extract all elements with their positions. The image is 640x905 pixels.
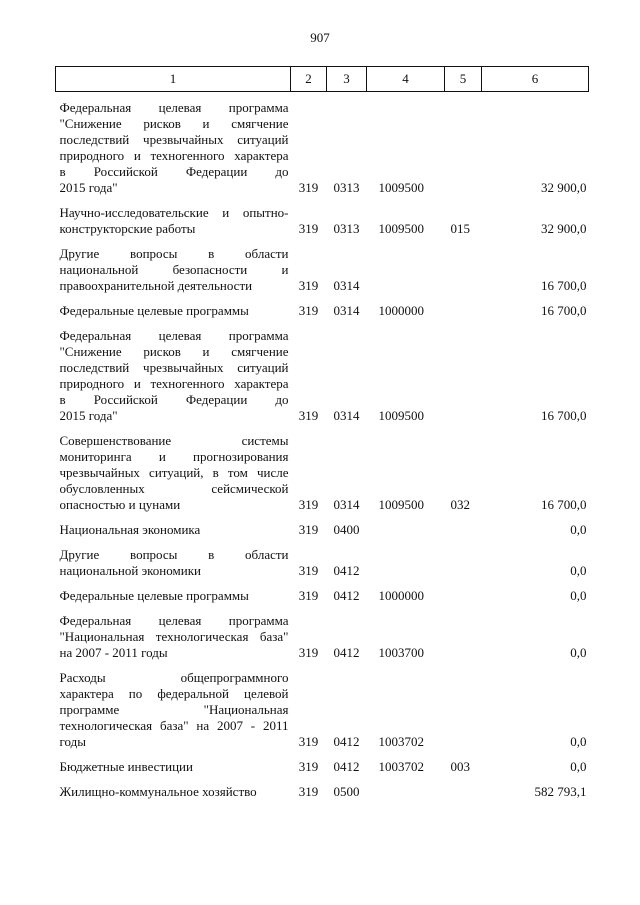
row-col-2: 319	[298, 645, 319, 660]
description-line: национальной безопасности и	[59, 262, 289, 277]
row-col-6: 16 700,0	[541, 278, 587, 293]
row-col-4: 1009500	[378, 497, 424, 512]
row-col-5	[445, 775, 482, 800]
table-row	[56, 579, 589, 604]
row-col-6: 0,0	[570, 563, 587, 578]
description-line: 2015 года"	[59, 180, 118, 195]
description-line: годы	[59, 734, 86, 749]
description-line: Другие вопросы в области	[59, 547, 289, 562]
header-col-5: 5	[445, 67, 482, 92]
description-line: последствий чрезвычайных ситуаций	[59, 132, 289, 147]
row-col-3: 0400	[333, 522, 360, 537]
row-col-2: 319	[298, 588, 319, 603]
row-description	[56, 661, 291, 750]
description-line: в Российской Федерации до	[59, 164, 289, 179]
row-col-6: 0,0	[570, 759, 587, 774]
row-col-2: 319	[298, 303, 319, 318]
row-description	[56, 424, 291, 513]
row-col-2: 319	[298, 759, 319, 774]
row-col-5	[445, 237, 482, 294]
description-line: характера по федеральной целевой	[59, 686, 289, 701]
row-col-3: 0314	[333, 497, 360, 512]
table-header	[56, 67, 589, 92]
header-col-2: 2	[291, 67, 327, 92]
row-description	[56, 294, 291, 319]
row-col-4	[367, 538, 445, 579]
row-col-2: 319	[298, 408, 319, 423]
description-line: Федеральная целевая программа	[59, 613, 289, 628]
row-col-4: 1003702	[378, 734, 424, 749]
description-line: Федеральные целевые программы	[59, 588, 249, 603]
row-col-3: 0412	[333, 588, 360, 603]
description-line: Федеральные целевые программы	[59, 303, 249, 318]
row-description	[56, 538, 291, 579]
row-col-2: 319	[298, 180, 319, 195]
row-col-6: 0,0	[570, 645, 587, 660]
row-description	[56, 513, 291, 538]
row-col-3: 0314	[333, 303, 360, 318]
row-col-3: 0314	[333, 278, 360, 293]
row-col-3: 0412	[333, 759, 360, 774]
row-col-4: 1009500	[378, 408, 424, 423]
row-col-6: 0,0	[570, 734, 587, 749]
row-col-3: 0412	[333, 645, 360, 660]
row-col-3: 0313	[333, 221, 360, 236]
row-description	[56, 750, 291, 775]
description-line: программе "Национальная	[59, 702, 289, 717]
row-col-5	[445, 92, 482, 197]
row-col-6: 16 700,0	[541, 497, 587, 512]
description-line: конструкторские работы	[59, 221, 196, 236]
row-col-6: 0,0	[570, 522, 587, 537]
description-line: обусловленных сейсмической	[59, 481, 289, 496]
description-line: 2015 года"	[59, 408, 118, 423]
header-col-1: 1	[56, 67, 291, 92]
description-line: "Снижение рисков и смягчение	[59, 344, 289, 359]
row-col-5: 032	[450, 497, 470, 512]
row-col-4	[367, 775, 445, 800]
description-line: Другие вопросы в области	[59, 246, 289, 261]
header-col-3: 3	[327, 67, 367, 92]
description-line: Национальная экономика	[59, 522, 201, 537]
description-line: Бюджетные инвестиции	[59, 759, 193, 774]
description-line: мониторинга и прогнозирования	[59, 449, 289, 464]
row-col-5	[445, 513, 482, 538]
description-line: национальной экономики	[59, 563, 201, 578]
table-row	[56, 319, 589, 424]
row-description	[56, 319, 291, 424]
row-col-2: 319	[298, 522, 319, 537]
description-line: Федеральная целевая программа	[59, 100, 289, 115]
row-col-4: 1000000	[378, 303, 424, 318]
table-row	[56, 661, 589, 750]
row-col-4	[367, 237, 445, 294]
table-row	[56, 538, 589, 579]
row-col-2: 319	[298, 734, 319, 749]
row-col-5: 015	[450, 221, 470, 236]
row-description	[56, 237, 291, 294]
description-line: "Снижение рисков и смягчение	[59, 116, 289, 131]
table-row	[56, 294, 589, 319]
row-col-5: 003	[450, 759, 470, 774]
description-line: Совершенствование системы	[59, 433, 289, 448]
table-row	[56, 604, 589, 661]
page-number: 907	[310, 30, 330, 45]
row-description	[56, 604, 291, 661]
description-line: чрезвычайных ситуаций, в том числе	[59, 465, 289, 480]
budget-table	[55, 66, 589, 800]
row-col-6: 16 700,0	[541, 408, 587, 423]
description-line: последствий чрезвычайных ситуаций	[59, 360, 289, 375]
row-col-4: 1009500	[378, 180, 424, 195]
header-row	[56, 67, 589, 92]
header-col-6: 6	[482, 67, 589, 92]
row-description	[56, 92, 291, 197]
description-line: "Национальная технологическая база"	[59, 629, 289, 644]
description-line: Федеральная целевая программа	[59, 328, 289, 343]
table-row	[56, 424, 589, 513]
description-line: природного и техногенного характера	[59, 376, 289, 391]
description-line: природного и техногенного характера	[59, 148, 289, 163]
row-col-2: 319	[298, 784, 319, 799]
row-col-2: 319	[298, 278, 319, 293]
row-description	[56, 775, 291, 800]
description-line: Жилищно-коммунальное хозяйство	[59, 784, 257, 799]
row-col-3: 0412	[333, 734, 360, 749]
description-line: Научно-исследовательские и опытно-	[59, 205, 289, 220]
row-col-3: 0412	[333, 563, 360, 578]
row-col-2: 319	[298, 221, 319, 236]
row-col-2: 319	[298, 497, 319, 512]
description-line: технологическая база" на 2007 - 2011	[59, 718, 289, 733]
table-row	[56, 775, 589, 800]
table-row	[56, 196, 589, 237]
row-col-5	[445, 661, 482, 750]
row-col-4: 1003702	[378, 759, 424, 774]
description-line: в Российской Федерации до	[59, 392, 289, 407]
table-row	[56, 92, 589, 197]
row-col-3: 0313	[333, 180, 360, 195]
row-col-5	[445, 604, 482, 661]
row-col-3: 0500	[333, 784, 360, 799]
row-col-5	[445, 579, 482, 604]
row-col-2: 319	[298, 563, 319, 578]
row-col-5	[445, 319, 482, 424]
description-line: правоохранительной деятельности	[59, 278, 253, 293]
row-col-6: 16 700,0	[541, 303, 587, 318]
description-line: на 2007 - 2011 годы	[59, 645, 168, 660]
row-col-5	[445, 294, 482, 319]
row-col-4: 1003700	[378, 645, 424, 660]
row-description	[56, 196, 291, 237]
row-col-4: 1000000	[378, 588, 424, 603]
row-col-6: 0,0	[570, 588, 587, 603]
table-body	[56, 92, 589, 801]
description-line: опасностью и цунами	[59, 497, 181, 512]
table-row	[56, 237, 589, 294]
description-line: Расходы общепрограммного	[59, 670, 289, 685]
row-col-6: 582 793,1	[534, 784, 587, 799]
row-col-5	[445, 538, 482, 579]
header-col-4: 4	[367, 67, 445, 92]
row-col-4: 1009500	[378, 221, 424, 236]
row-col-6: 32 900,0	[541, 180, 587, 195]
row-description	[56, 579, 291, 604]
row-col-4	[367, 513, 445, 538]
table-row	[56, 513, 589, 538]
row-col-3: 0314	[333, 408, 360, 423]
row-col-6: 32 900,0	[541, 221, 587, 236]
table-row	[56, 750, 589, 775]
